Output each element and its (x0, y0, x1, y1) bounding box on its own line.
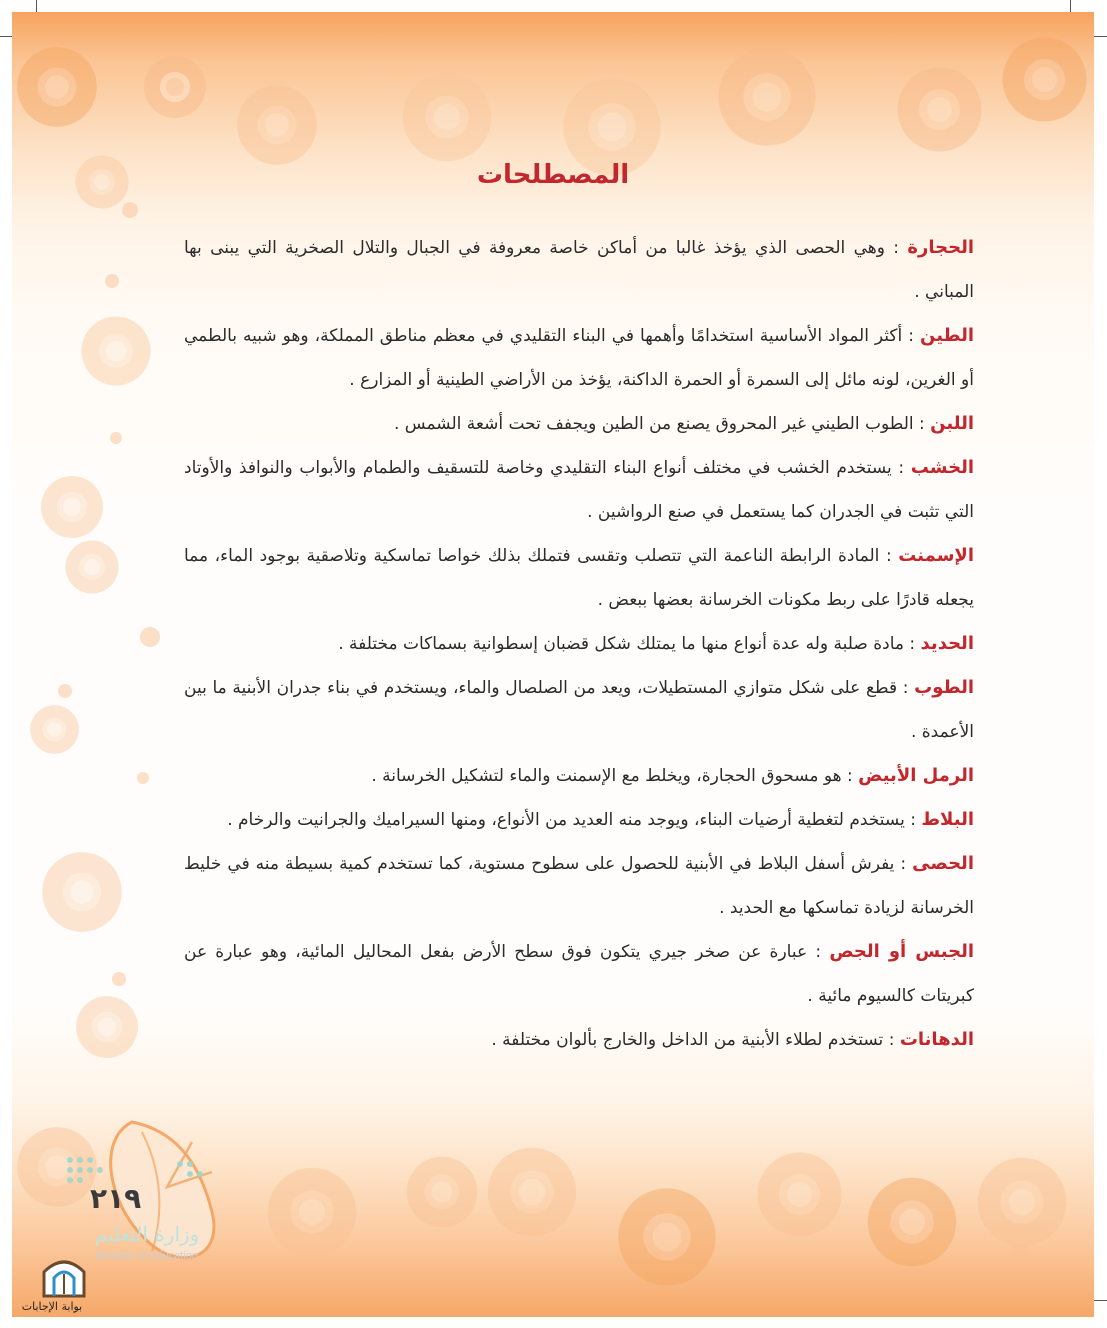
term-item (184, 798, 974, 842)
term-definition: : يفرش أسفل البلاط في الأبنية للحصول على سطوح مستوية، كما تستخدم كمية بسيطة منه في خليط الخرسانة لزيادة تماسكها مع الحديد . (184, 854, 974, 918)
decorative-dot (112, 972, 126, 986)
decorative-dot (110, 432, 122, 444)
decorative-flower (140, 52, 210, 122)
term-name: اللبن (930, 413, 974, 434)
term-item (184, 534, 974, 622)
decorative-dot (122, 202, 138, 218)
decorative-flower (62, 537, 122, 597)
decorative-flower (397, 67, 497, 167)
term-item (184, 842, 974, 930)
decorative-flower (77, 312, 155, 390)
decorative-flower (712, 42, 822, 152)
term-definition: : عبارة عن صخر جيري يتكون فوق سطح الأرض بفعل المحاليل المائية، وهو عبارة عن كبريتات كالسيوم مائية . (184, 942, 974, 1006)
decorative-dot (105, 274, 119, 288)
term-name: البلاط (921, 809, 974, 830)
decorative-dot (140, 627, 160, 647)
decorative-flower (752, 1147, 847, 1242)
term-definition: : يستخدم الخشب في مختلف أنواع البناء التقليدي وخاصة للتسقيف والطمام والأبواب والنوافذ والأوتاد التي تثبت في الجدران كما يستعمل في صنع الرواشين . (184, 458, 974, 522)
decorative-flower (892, 62, 987, 157)
decorative-flower (232, 80, 322, 170)
portal-label: بوابة الإجابات (21, 1300, 83, 1313)
decorative-flower (72, 992, 142, 1062)
portal-logo-icon (38, 1252, 90, 1298)
term-definition: : أكثر المواد الأساسية استخدامًا وأهمها في البناء التقليدي في معظم مناطق المملكة، وهو شبيه بالطمي أو الغرين، لونه مائل إلى السمرة أو الحمرة الداكنة، يؤخذ من الأراضي الطينية أو المزارع . (184, 326, 974, 390)
term-name: الحجارة (907, 237, 975, 258)
decorative-flower (37, 472, 107, 542)
decorative-dot (58, 684, 72, 698)
term-definition: : مادة صلبة وله عدة أنواع منها ما يمتلك شكل قضبان إسطوانية بسماكات مختلفة . (338, 634, 916, 654)
term-name: الطين (920, 325, 975, 346)
terms-list (184, 226, 974, 1062)
term-item (184, 314, 974, 402)
term-name: الطوب (914, 677, 974, 698)
term-name: الإسمنت (898, 545, 974, 566)
term-definition: : هو مسحوق الحجارة، ويخلط مع الإسمنت والماء لتشكيل الخرسانة . (371, 766, 853, 786)
term-definition: : يستخدم لتغطية أرضيات البناء، ويوجد منه العديد من الأنواع، ومنها السيراميك والجرانيت والرخام . (227, 810, 916, 830)
term-item (184, 754, 974, 798)
decorative-dot (137, 772, 149, 784)
decorative-flower (482, 1142, 582, 1242)
term-name: الرمل الأبيض (858, 765, 974, 786)
term-definition: : المادة الرابطة الناعمة التي تتصلب وتقسى فتملك بذلك خواصا تماسكية وتلاصقية بوجود الماء، مما يجعله قادرًا على ربط مكونات الخرسانة بعضها ببعض . (184, 546, 974, 610)
term-definition: : تستخدم لطلاء الأبنية من الداخل والخارج بألوان مختلفة . (491, 1030, 895, 1050)
term-item (184, 1018, 974, 1062)
term-definition: : وهي الحصى الذي يؤخذ غالبا من أماكن خاصة معروفة في الجبال والتلال الصخرية التي يبنى بها المباني . (184, 238, 974, 302)
term-item (184, 930, 974, 1018)
book-page (12, 12, 1094, 1317)
decorative-flower (862, 1172, 962, 1272)
term-item (184, 402, 974, 446)
decorative-flower (997, 32, 1092, 127)
term-name: الحصى (912, 853, 974, 874)
term-name: الخشب (910, 457, 975, 478)
term-item (184, 666, 974, 754)
term-name: الجبس أو الجص (829, 941, 974, 962)
decorative-flower (12, 42, 102, 132)
page-number: ٢١٩ (90, 1182, 142, 1215)
page-title: المصطلحات (476, 160, 630, 190)
term-item (184, 622, 974, 666)
decorative-flower (262, 1162, 362, 1262)
term-item (184, 226, 974, 314)
ministry-name-english: Ministry of Education (95, 1250, 199, 1262)
decorative-flower (27, 702, 82, 757)
decorative-flower (612, 1182, 722, 1292)
decorative-dot (1012, 1244, 1028, 1260)
term-name: الدهانات (899, 1029, 974, 1050)
term-name: الحديد (920, 633, 974, 654)
decorative-flower (402, 1152, 482, 1232)
term-definition: : قطع على شكل متوازي المستطيلات، ويعد من الصلصال والماء، ويستخدم في بناء جدران الأبنية ما بين الأعمدة . (184, 678, 974, 742)
term-definition: : الطوب الطيني غير المحروق يصنع من الطين ويجفف تحت أشعة الشمس . (394, 414, 925, 434)
decorative-flower (37, 847, 127, 937)
ministry-name: وزارة التعليم (94, 1222, 200, 1246)
term-item (184, 446, 974, 534)
decorative-flower (972, 1152, 1072, 1252)
